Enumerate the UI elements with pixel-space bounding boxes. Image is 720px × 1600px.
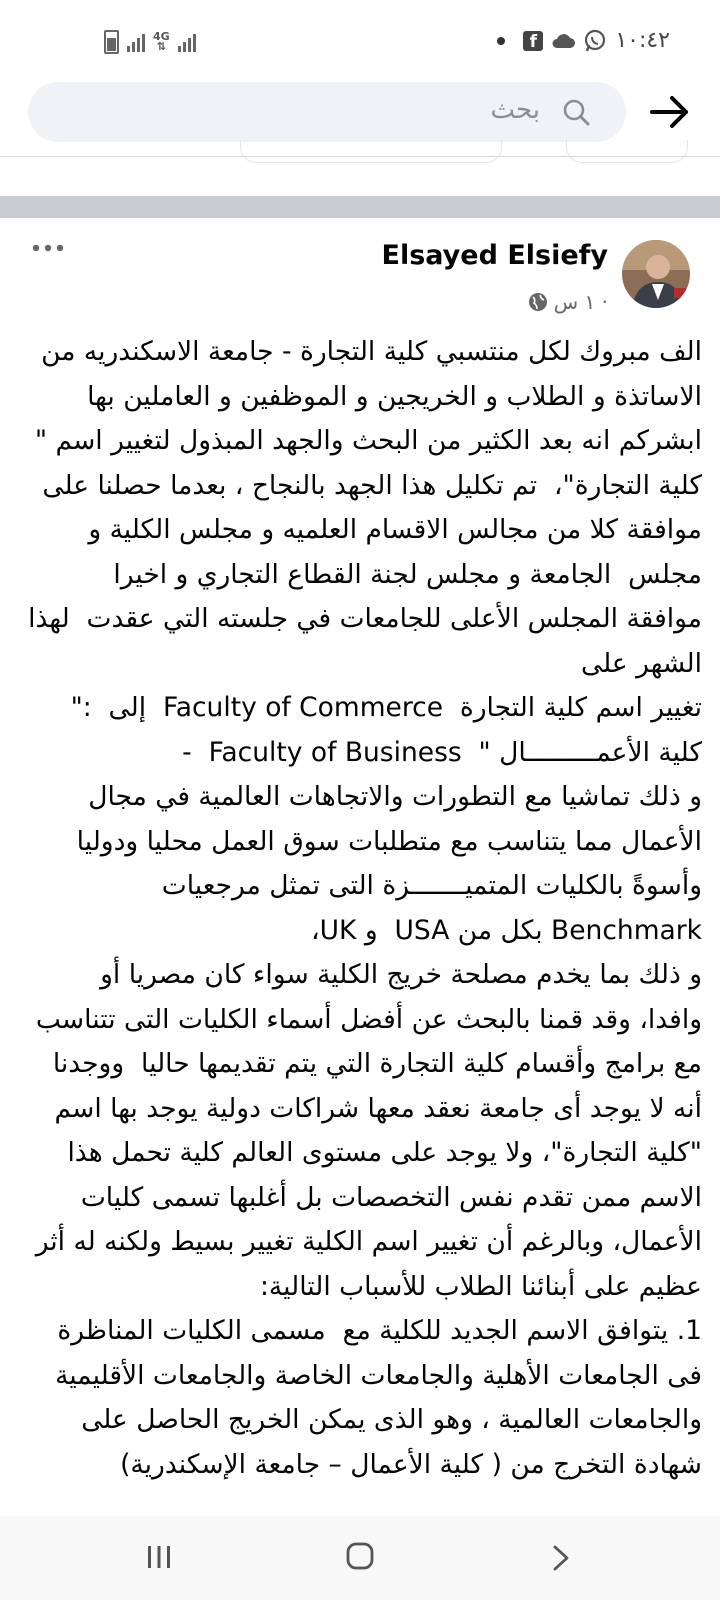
post-line: مجلس الجامعة و مجلس لجنة القطاع التجاري و اخيرا [113,558,702,590]
post-line: 1. يتوافق الاسم الجديد للكلية مع مسمى الكليات المناظرة [57,1315,702,1346]
facebook-icon: f [523,31,543,51]
tab-outline [240,140,502,163]
header-divider [0,156,720,157]
post-time: ١ س · [553,290,608,314]
search-icon [562,98,590,126]
post-line: تغيير اسم كلية التجارة Faculty of Commerce إلى :" [70,692,702,723]
post-line: الاساتذة و الطلاب و الخريجين و الموظفين و العاملين بها [87,380,702,412]
post-line: و ذلك بما يخدم مصلحة خريج الكلية سواء كان مصريا أو [100,959,702,990]
status-left-icons [104,30,196,54]
post-line: شهادة التخرج من ( كلية الأعمال – جامعة الإسكندرية) [120,1448,702,1480]
post-line: الشهر على [580,647,702,679]
post-line: الاسم ممن تقدم نفس التخصصات بل أغلبها تسمى كليات [80,1181,702,1213]
post-line: وافدا، وقد قمنا بالبحث عن أفضل أسماء الكليات التى تتناسب [35,1003,702,1035]
section-separator [0,196,720,218]
status-right-icons [497,28,670,53]
cloud-icon [551,32,575,50]
globe-icon [528,292,548,312]
arrow-right-icon[interactable] [648,90,692,134]
post-line: الأعمال، وبالرغم أن تغيير اسم الكلية تغيير بسيط ولكنه له أثر [35,1226,702,1257]
post-author[interactable]: Elsayed Elsiefy [381,240,608,271]
post-line: كلية التجارة"، تم تكليل هذا الجهد بالنجاح ، بعدما حصلنا على [42,469,702,501]
whatsapp-icon [583,29,607,53]
post-line: والجامعات العالمية ، وهو الذى يمكن الخريج الحاصل على [81,1404,702,1435]
post-line: موافقة المجلس الأعلى للجامعات في جلسته التي عقدت لهذا [28,603,702,634]
post-line: أنه لا يوجد أى جامعة نعقد معها شراكات دولية يوجد بها اسم [54,1092,702,1124]
post-line: وأسوةً بالكليات المتميـــــــزة التى تمثل مرجعيات [161,870,702,901]
signal-icon-2 [178,32,196,52]
post-line: كلية الأعمـــــــــال " Faculty of Business - [182,736,702,768]
post-meta [528,290,608,314]
avatar[interactable] [622,240,690,308]
battery-icon [104,30,119,54]
post-line: الأعمال مما يتناسب مع متطلبات سوق العمل محليا ودوليا [76,825,702,857]
post-line: فى الجامعات الأهلية والجامعات الخاصة والجامعات الأقليمية [55,1359,702,1391]
post-line: الف مبروك لكل منتسبي كلية التجارة - جامعة الاسكندريه من [41,336,702,367]
post-line: موافقة كلا من مجالس الاقسام العلميه و مجلس الكلية و [88,514,702,545]
post-line: ابشركم انه بعد الكثير من البحث والجهد المبذول لتغيير اسم " [34,425,702,456]
post-text [22,330,702,1487]
more-options-icon[interactable] [32,240,64,256]
notification-dot-icon [497,37,505,45]
post-line: "كلية التجارة"، ولا يوجد على مستوى العالم كلية تحمل هذا [67,1137,702,1168]
post-line: عظيم على أبنائنا الطلاب للأسباب التالية: [260,1270,702,1302]
post-line: و ذلك تماشيا مع التطورات والاتجاهات العالمية في مجال [88,781,702,812]
post-line: مع برامج وأقسام كلية التجارة التي يتم تقديمها حاليا ووجدنا [52,1048,702,1079]
search-input[interactable] [28,82,626,142]
signal-icon [127,32,145,52]
status-bar [0,0,720,80]
search-placeholder: بحث [490,95,540,125]
network-type-label: 4G ⇅ [153,30,170,53]
post-line: Benchmark بكل من USA و UK، [311,914,702,946]
recent-apps-icon[interactable] [146,1544,172,1570]
tab-outline-2 [566,140,688,163]
clock: ١٠:٤٢ [615,28,670,53]
back-icon[interactable] [550,1544,572,1572]
home-icon[interactable] [346,1542,374,1570]
system-nav-bar [0,1516,720,1600]
